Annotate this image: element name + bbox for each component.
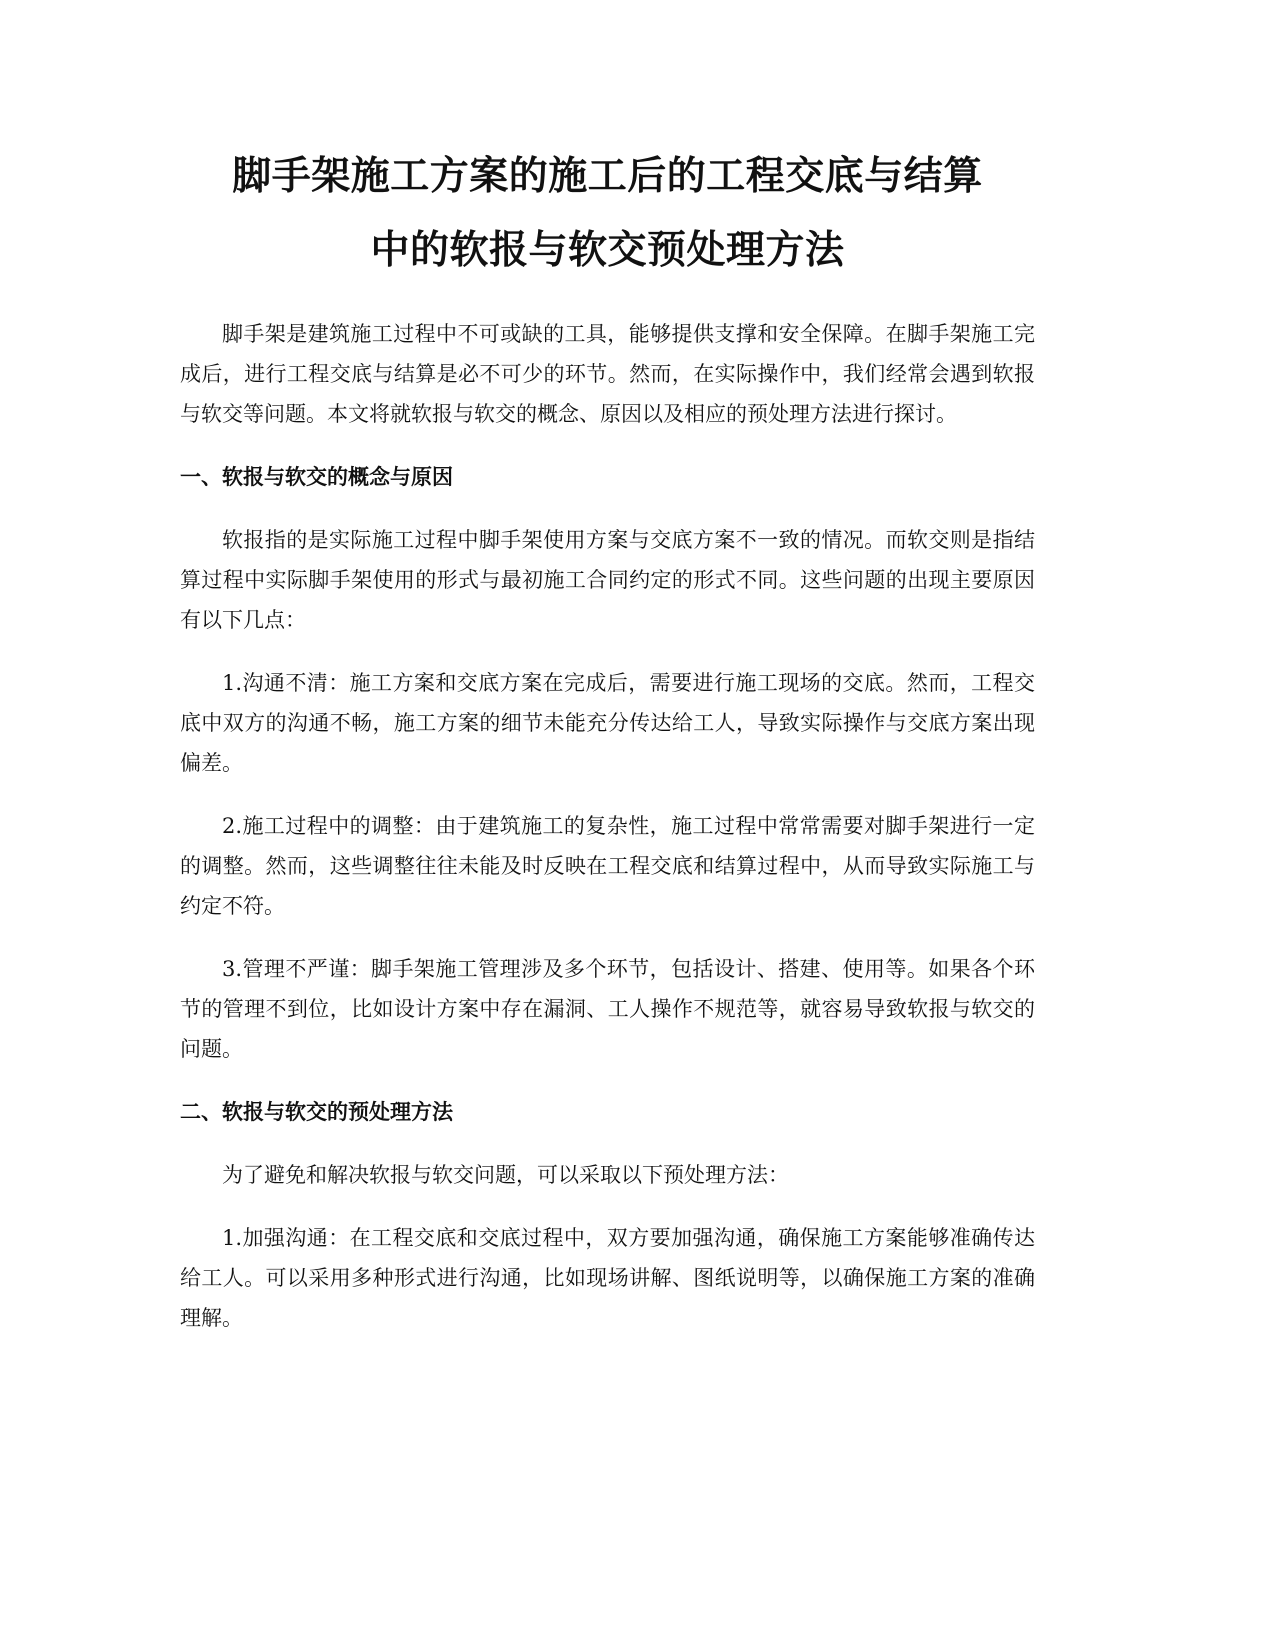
document-page xyxy=(180,140,1035,1338)
title-line-1: 脚手架施工方案的施工后的工程交底与结算 xyxy=(232,154,983,199)
section-2-heading: 二、软报与软交的预处理方法 xyxy=(180,1100,453,1124)
section-1-heading: 一、软报与软交的概念与原因 xyxy=(180,465,453,489)
title-line-2: 中的软报与软交预处理方法 xyxy=(370,228,845,273)
section-1-item-3: 3.管理不严谨：脚手架施工管理涉及多个环节，包括设计、搭建、使用等。如果各个环节的管理不到位，比如设计方案中存在漏洞、工人操作不规范等，就容易导致软报与软交的问题。 xyxy=(180,957,1035,1061)
section-1-item-2: 2.施工过程中的调整：由于建筑施工的复杂性，施工过程中常常需要对脚手架进行一定的调整。然而，这些调整往往未能及时反映在工程交底和结算过程中，从而导致实际施工与约定不符。 xyxy=(180,814,1035,918)
document-title xyxy=(160,140,1055,288)
section-2-item-1: 1.加强沟通：在工程交底和交底过程中，双方要加强沟通，确保施工方案能够准确传达给工人。可以采用多种形式进行沟通，比如现场讲解、图纸说明等，以确保施工方案的准确理解。 xyxy=(180,1226,1035,1330)
section-1-item-1: 1.沟通不清：施工方案和交底方案在完成后，需要进行施工现场的交底。然而，工程交底中双方的沟通不畅，施工方案的细节未能充分传达给工人，导致实际操作与交底方案出现偏差。 xyxy=(180,671,1035,775)
section-2-paragraph: 为了避免和解决软报与软交问题，可以采取以下预处理方法： xyxy=(222,1163,789,1187)
intro-paragraph: 脚手架是建筑施工过程中不可或缺的工具，能够提供支撑和安全保障。在脚手架施工完成后，进行工程交底与结算是必不可少的环节。然而，在实际操作中，我们经常会遇到软报与软交等问题。本文将就软报与软交的概念、原因以及相应的预处理方法进行探讨。 xyxy=(180,322,1035,426)
section-1-paragraph: 软报指的是实际施工过程中脚手架使用方案与交底方案不一致的情况。而软交则是指结算过程中实际脚手架使用的形式与最初施工合同约定的形式不同。这些问题的出现主要原因有以下几点： xyxy=(180,528,1035,632)
